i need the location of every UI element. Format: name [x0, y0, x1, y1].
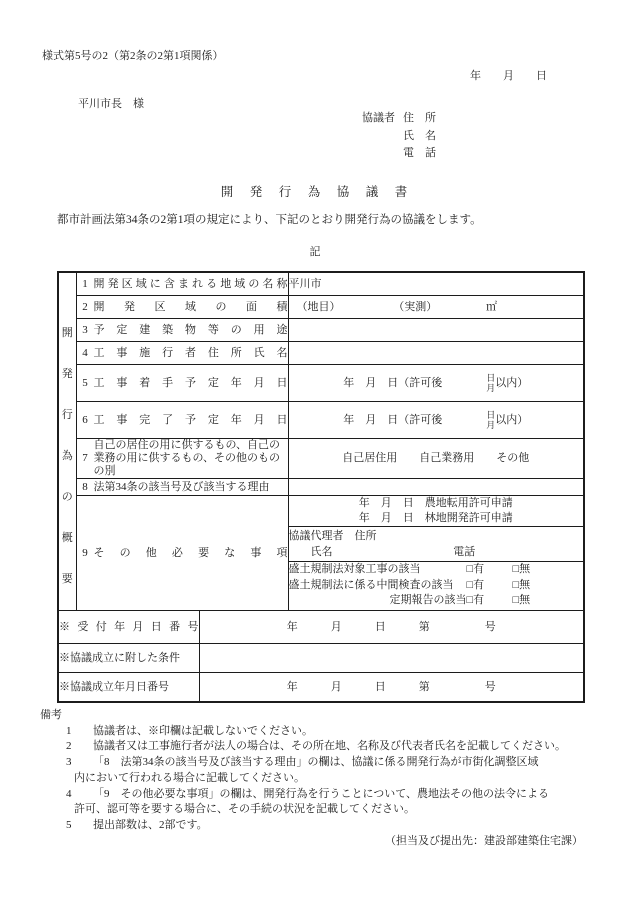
date-blank: 年 月 日（許可後	[343, 413, 443, 426]
date-blank: 年 月 日（許可後	[343, 376, 443, 389]
checkbox-yes: □有	[466, 563, 485, 576]
row6-value-completion-date	[288, 401, 584, 438]
intro-text: 都市計画法第34条の2第1項の規定により、下記のとおり開発行為の協議をします。	[57, 214, 482, 226]
row-number: 8	[82, 480, 88, 493]
row-number: 6	[82, 413, 88, 426]
side-char: 為	[61, 450, 73, 463]
row4-label-cell	[76, 341, 288, 364]
row11-label-cell	[58, 643, 199, 672]
row10-value-receipt-number: 年 月 日 第 号	[199, 610, 584, 643]
stack-month: 月	[486, 419, 496, 430]
row9-regulation-checks	[288, 561, 584, 610]
note-number: 3	[66, 756, 72, 769]
applicant-address-label: 住 所	[403, 112, 436, 124]
day-month-stack	[486, 410, 495, 430]
row-number: 2	[82, 300, 88, 313]
square-meter-unit: ㎡	[486, 300, 497, 313]
note-text: 協議者は、※印欄は記載しないでください。	[93, 724, 313, 737]
row-number: 1	[82, 277, 88, 290]
date-line: 年 月 日	[470, 70, 547, 82]
note-item	[40, 818, 588, 834]
row-number: 7	[82, 452, 88, 464]
row9-label-cell	[76, 495, 288, 610]
within-label: 以内）	[495, 376, 529, 389]
row-label: 自己の居住の用に供するもの、自己の業務の用に供するもの、その他のものの別	[93, 438, 281, 477]
row8-label-cell	[76, 478, 288, 495]
row5-value-start-date	[288, 364, 584, 401]
submission-contact: （担当及び提出先：建設部建築住宅課）	[385, 834, 583, 847]
row-label: 開発区域の面積	[93, 300, 288, 313]
main-table-wrap	[57, 271, 585, 703]
row-label: その他必要な事項	[93, 546, 288, 559]
row7-value-use-type: 自己居住用 自己業務用 その他	[288, 438, 584, 478]
day-month-stack	[486, 373, 495, 393]
row-label: ※協議成立に附した条件	[59, 651, 180, 664]
checkbox-no: □無	[512, 563, 531, 576]
row-label: ※協議成立年月日番号	[59, 680, 169, 693]
row3-value-empty	[288, 318, 584, 341]
row-number: 9	[82, 546, 88, 559]
applicant-label: 協議者	[362, 112, 395, 124]
note-number: 4	[66, 787, 72, 800]
row12-value-agreement-number: 年 月 日 第 号	[199, 672, 584, 702]
row9-permit-applications	[288, 495, 584, 526]
land-category-label: （地目）	[296, 300, 341, 313]
row12-label-cell	[58, 672, 199, 702]
applicant-phone-label: 電 話	[403, 147, 436, 159]
row-label: 法第34条の該当号及び該当する理由	[93, 480, 270, 493]
side-char: の	[61, 491, 73, 504]
note-text: 「8 法第34条の該当号及び該当する理由」の欄は、協議に係る開発行為が市街化調整区域	[93, 756, 539, 769]
stack-month: 月	[486, 382, 496, 393]
side-char: 開	[61, 327, 73, 340]
checkbox-row	[289, 562, 584, 578]
checkbox-row	[289, 578, 584, 594]
form-number: 様式第5号の2（第2条の2第1項関係）	[42, 50, 224, 62]
agent-address-line: 協議代理者 住所	[288, 529, 377, 542]
row1-value-area-name: 平川市	[288, 272, 584, 295]
checkbox-yes: □有	[466, 594, 485, 607]
note-number: 2	[66, 740, 72, 753]
checkbox-no: □無	[512, 594, 531, 607]
row11-value-empty	[199, 643, 584, 672]
note-text: 協議者又は工事施行者が法人の場合は、その所在地、名称及び代表者氏名を記載してください。	[93, 740, 566, 753]
note-text-continued: 内において行われる場合に記載してください。	[74, 771, 305, 784]
row-number: 5	[82, 376, 88, 389]
main-table	[57, 271, 585, 703]
agent-phone-label: 電話	[453, 545, 476, 558]
row-label: 工事施行者住所氏名	[93, 346, 288, 359]
row7-label-cell	[76, 438, 288, 478]
forest-permit-line: 年 月 日 林地開発許可申請	[358, 511, 513, 524]
row-number: 3	[82, 323, 88, 336]
checkbox-no: □無	[512, 578, 531, 591]
note-text: 提出部数は、2部です。	[93, 818, 208, 831]
check-label-embankment-work: 盛土規制法対象工事の該当	[288, 563, 421, 576]
note-item	[40, 755, 588, 771]
row-label: 工事完了予定年月日	[93, 413, 288, 426]
check-label-periodic-report: 定期報告の該当	[389, 594, 467, 607]
document-title: 開 発 行 為 協 議 書	[220, 185, 410, 199]
note-number: 5	[66, 818, 72, 831]
side-char: 発	[61, 368, 73, 381]
checkbox-yes: □有	[466, 578, 485, 591]
notes-title: 備考	[40, 709, 62, 721]
row-label: 開発区域に含まれる地域の名称	[93, 277, 288, 290]
row-label: ※受付年月日番号	[59, 620, 199, 633]
note-item	[40, 724, 588, 740]
row9-agent-info	[288, 526, 584, 561]
row2-value-area-size	[288, 295, 584, 318]
row3-label-cell	[76, 318, 288, 341]
row10-label-cell	[58, 610, 199, 643]
note-text-continued: 許可、認可等を要する場合に、その手続の状況を記載してください。	[74, 803, 415, 816]
side-label-development-summary	[58, 272, 76, 610]
farmland-permit-line: 年 月 日 農地転用許可申請	[358, 496, 513, 509]
row-number: 4	[82, 346, 88, 359]
agent-name-label: 氏名	[310, 545, 333, 558]
within-label: 以内）	[495, 413, 529, 426]
addressee-line: 平川市長 様	[78, 98, 144, 110]
checkbox-row	[289, 593, 584, 609]
row8-value-empty	[288, 478, 584, 495]
side-char: 行	[61, 409, 73, 422]
row4-value-empty	[288, 341, 584, 364]
row-label: 工事着手予定年月日	[93, 376, 288, 389]
side-char: 概	[61, 532, 73, 545]
row1-label-cell	[76, 272, 288, 295]
note-item	[40, 787, 588, 803]
applicant-block	[362, 110, 436, 163]
measured-label: （実測）	[393, 300, 438, 313]
note-text: 「9 その他必要な事項」の欄は、開発行為を行うことについて、農地法その他の法令による	[93, 787, 550, 800]
row6-label-cell	[76, 401, 288, 438]
stack-day: 日	[486, 372, 496, 383]
note-number: 1	[66, 724, 72, 737]
check-label-interim-inspection: 盛土規制法に係る中間検査の該当	[288, 578, 454, 591]
record-mark: 記	[309, 246, 321, 258]
row2-label-cell	[76, 295, 288, 318]
applicant-name-label: 氏 名	[403, 129, 436, 142]
stack-day: 日	[486, 409, 496, 420]
row5-label-cell	[76, 364, 288, 401]
row-label: 予定建築物等の用途	[93, 323, 288, 336]
notes-section	[40, 708, 588, 849]
note-item	[40, 739, 588, 755]
side-char: 要	[61, 573, 73, 586]
